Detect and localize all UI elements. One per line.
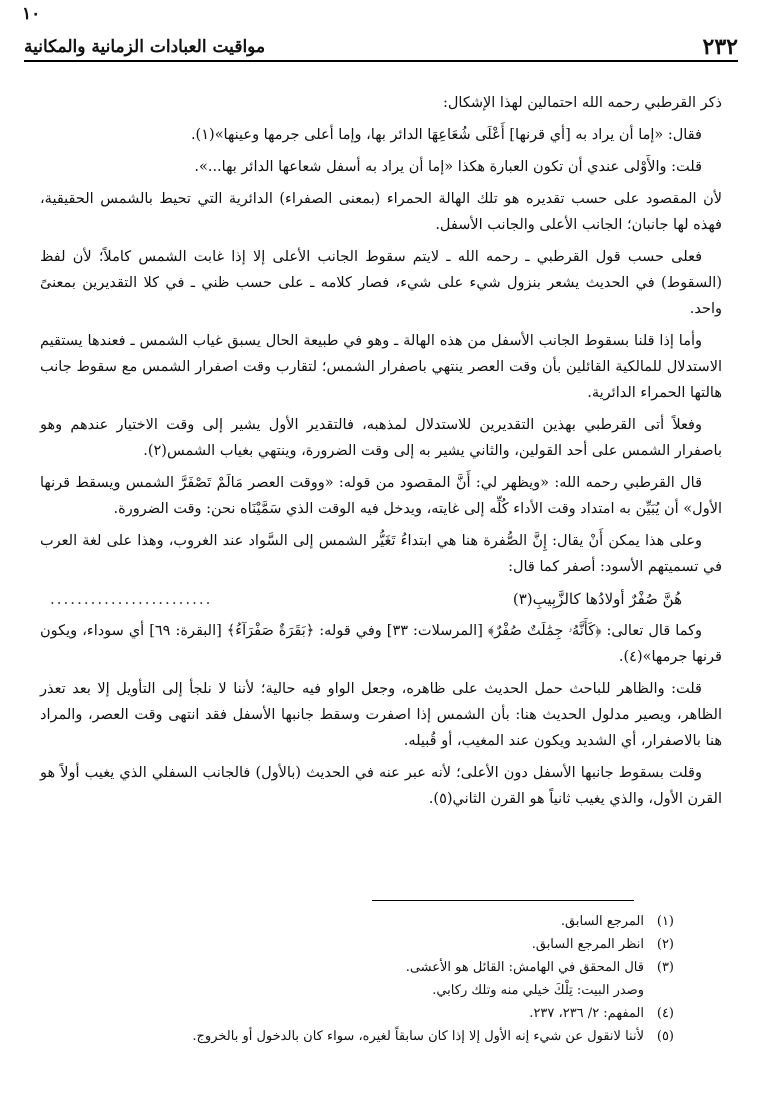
footnote-number: (٢) xyxy=(656,937,674,952)
footnote xyxy=(40,910,674,933)
verse-text: هُنَّ صُفْرٌ أولادُها كالزَّبِيبِ(٣) xyxy=(512,590,682,608)
paragraph: قلت: والأَوْلى عندي أن تكون العبارة هكذا «إما أن يراد به أسفل شعاعها الدائر بها...». xyxy=(194,159,702,175)
footnote-number: (٤) xyxy=(656,1006,674,1021)
paragraph: قلت: والظاهر للباحث حمل الحديث على ظاهره، وجعل الواو فيه حالية؛ لأننا لا نلجأ إلى التأويل إلا بعد تعذر الظاهر، ويصير مدلول الحديث هنا: بأن الشمس إذا اصفرت وسقط جانبها الأسفل فقد انتهى وقت العصر، والمراد هنا بالاصفرار، أي الشديد ويكون عند المغيب، أو قُبيله. xyxy=(40,681,722,749)
paragraph: وكما قال تعالى: ﴿كَأَنَّهُۥ جِمَٰلَتٌ صُفْرٌ﴾ [المرسلات: ٣٣] وفي قوله: ﴿بَقَرَةٌ صَفْرَآءُ﴾ [البقرة: ٦٩] أي سوداء، ويكون قرنها جرمها»(٤). xyxy=(40,623,722,665)
footnote xyxy=(40,933,674,956)
footnote-number: (٣) xyxy=(656,960,674,975)
footnote-text: وصدر البيت: تِلْكَ خيلي منه وتلك ركابي. xyxy=(432,983,644,998)
footnotes xyxy=(40,910,674,1048)
paragraph: فعلى حسب قول القرطبي ـ رحمه الله ـ لايتم سقوط الجانب الأعلى إلا إذا غابت الشمس كاملاً؛ لأن لفظ (السقوط) في الحديث يشعر بنزول شيء على شيء، فصار كلامه ـ على حسب ظني ـ في كلا التقديرين بمعنىً واحد. xyxy=(40,249,722,317)
footnote-separator xyxy=(372,900,634,901)
running-header xyxy=(24,30,738,62)
main-text xyxy=(40,90,722,818)
verse-dots: ........................ xyxy=(50,590,213,608)
paragraph: وأما إذا قلنا بسقوط الجانب الأسفل من هذه الهالة ـ وهو في طبيعة الحال يسبق غياب الشمس ـ فعندها يستقيم الاستدلال للمالكية القائلين بأن وقت العصر ينتهي باصفرار الشمس؛ لتقارب وقت اصفرار الشمس مع سقوط جانب هالتها الحمراء الدائرية. xyxy=(40,333,722,401)
footnote xyxy=(40,979,674,1002)
paragraph: فقال: «إما أن يراد به [أي قرنها] أَعْلَى شُعَاعِهَا الدائر بها، وإما أعلى جرمها وعينها»(١). xyxy=(190,127,702,143)
page-number: ٢٣٢ xyxy=(702,34,738,60)
footnote xyxy=(40,1002,674,1025)
paragraph: وعلى هذا يمكن أَنْ يقال: إِنَّ الصُّفرة هنا هي ابتداءُ تَغَيُّر الشمس إلى السَّواد عند الغروب، وهذا على لغة العرب في تسميتهم الأسود: أصفر كما قال: xyxy=(40,533,722,575)
paragraph: قال القرطبي رحمه الله: «ويظهر لي: أَنَّ المقصود من قوله: «ووقت العصر مَالَمْ تَصْفَرَّ الشمس ويسقط قرنها الأول» أن يُبَيِّن به امتداد وقت الأداء كُلِّه إلى غايته، ويدخل فيه الوقت الذي سَمَّيْنَاه نحن: وقت الضرورة. xyxy=(40,475,722,517)
paragraph: ذكر القرطبي رحمه الله احتمالين لهذا الإشكال: xyxy=(443,95,722,111)
footnote xyxy=(40,1025,674,1048)
footnote-text: المفهم: ٢/ ٢٣٦، ٢٣٧. xyxy=(529,1006,644,1021)
footnote-text: قال المحقق في الهامش: القائل هو الأعشى. xyxy=(405,960,644,975)
poetry-verse xyxy=(50,586,682,612)
footnote-number xyxy=(644,979,674,1002)
footnote-text: لأننا لانقول عن شيء إنه الأول إلا إذا كان سابقاً لغيره، سواء كان بالدخول أو بالخروج. xyxy=(192,1029,644,1044)
paragraph: وقلت بسقوط جانبها الأسفل دون الأعلى؛ لأنه عبر عنه في الحديث (بالأول) فالجانب السفلي الذي يغيب أولاً هو القرن الأول، والذي يغيب ثانياً هو القرن الثاني(٥). xyxy=(40,765,722,807)
paragraph: وفعلاً أتى القرطبي بهذين التقديرين للاستدلال لمذهبه، فالتقدير الأول يشير إلى وقت الاختيار عندهم وهو باصفرار الشمس على أحد القولين، والثاني يشير به إلى وقت الضرورة، وينتهي بغياب الشمس(٢). xyxy=(40,417,722,459)
footnote-text: المرجع السابق. xyxy=(560,914,644,929)
book-title: مواقيت العبادات الزمانية والمكانية xyxy=(24,37,266,57)
corner-number: ١٠ xyxy=(22,4,41,24)
footnote-number: (١) xyxy=(656,914,674,929)
footnote xyxy=(40,956,674,979)
footnote-text: انظر المرجع السابق. xyxy=(531,937,644,952)
paragraph: لأن المقصود على حسب تقديره هو تلك الهالة الحمراء (بمعنى الصفراء) الدائرية التي تحيط بالشمس الحقيقية، فهذه لها جانبان؛ الجانب الأعلى والجانب الأسفل. xyxy=(40,191,722,233)
footnote-number: (٥) xyxy=(656,1029,674,1044)
